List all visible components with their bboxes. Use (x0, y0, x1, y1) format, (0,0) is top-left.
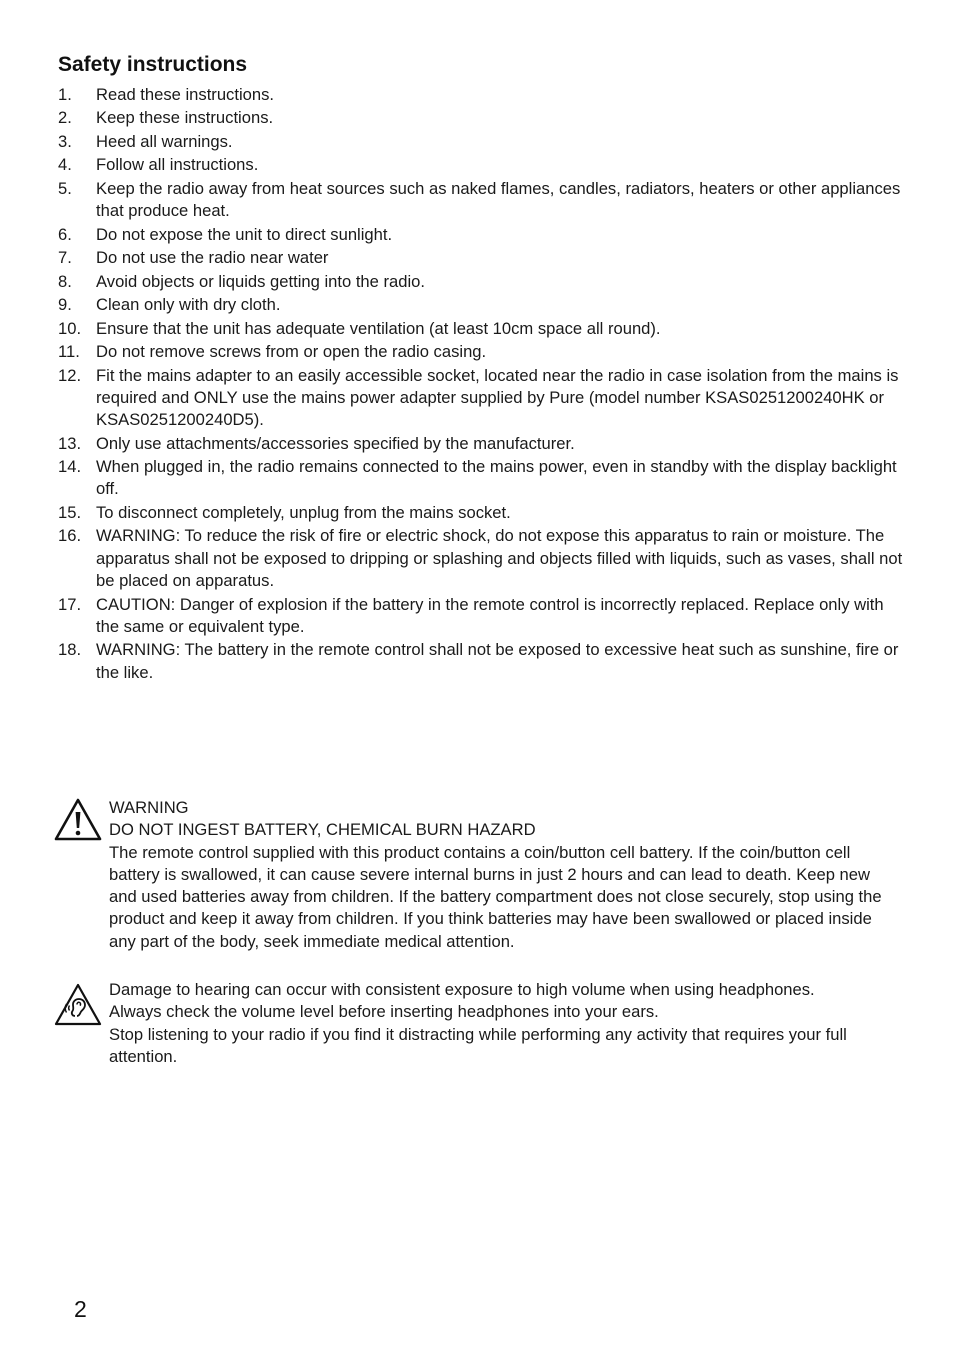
warning-body: The remote control supplied with this product contains a coin/button cell battery. If the coin/button cell battery is swallowed, it can cause severe internal burns in just 2 hours and can lead to death. Keep new and used batteries away from children. If the battery compartment does not close securely, stop using the product and keep it away from children. If you think batteries may have been swallowed or placed inside any part of the body, seek immediate medical attention. (109, 842, 882, 951)
item-number: 14. (58, 457, 82, 477)
list-item (58, 131, 908, 153)
list-item (58, 525, 908, 592)
item-number: 12. (58, 365, 82, 385)
item-number: 7. (58, 248, 72, 268)
list-item (58, 433, 908, 455)
list-item (58, 639, 908, 684)
item-number: 1. (58, 85, 72, 104)
item-number: 13. (58, 433, 82, 453)
item-number: 2. (58, 108, 72, 128)
item-text: When plugged in, the radio remains connected to the mains power, even in standby with the display backlight off. (96, 457, 897, 499)
list-item (58, 365, 908, 432)
hearing-line-3: Stop listening to your radio if you find it distracting while performing any activity that requires your full attention. (109, 1024, 847, 1066)
list-item (58, 107, 908, 129)
page-number: 2 (74, 1296, 87, 1322)
list-item (58, 271, 908, 293)
item-text: Do not remove screws from or open the radio casing. (96, 342, 487, 362)
list-item (58, 456, 908, 501)
hearing-warning-block (54, 979, 900, 1068)
hearing-damage-icon (54, 982, 102, 1034)
item-text: Do not use the radio near water (96, 248, 329, 268)
item-text: Fit the mains adapter to an easily accessible socket, located near the radio in case isolation from the mains is required and ONLY use the mains power adapter supplied by Pure (model number KSAS0251200240HK or KSAS0251200240D5). (96, 365, 899, 430)
item-text: Ensure that the unit has adequate ventilation (at least 10cm space all round). (96, 318, 661, 338)
item-text: Read these instructions. (96, 85, 275, 104)
item-number: 3. (58, 131, 72, 151)
item-number: 17. (58, 594, 82, 614)
item-number: 6. (58, 224, 72, 244)
hearing-line-2: Always check the volume level before inserting headphones into your ears. (109, 1002, 659, 1022)
warning-triangle-icon (54, 797, 102, 849)
item-text: WARNING: The battery in the remote control shall not be exposed to excessive heat such as sunshine, fire or the like. (96, 640, 899, 682)
item-text: To disconnect completely, unplug from the mains socket. (96, 502, 511, 522)
hearing-line-1: Damage to hearing can occur with consistent exposure to high volume when using headphones. (109, 980, 815, 999)
list-item (58, 178, 908, 223)
item-number: 11. (58, 342, 80, 362)
list-item (58, 594, 908, 639)
item-text: CAUTION: Danger of explosion if the battery in the remote control is incorrectly replaced. Replace only with the same or equivalent type. (96, 594, 884, 636)
item-number: 16. (58, 526, 82, 546)
item-number: 4. (58, 155, 72, 175)
item-number: 18. (58, 640, 82, 660)
list-item (58, 154, 908, 176)
item-text: Only use attachments/accessories specified by the manufacturer. (96, 433, 575, 453)
list-item (58, 502, 908, 524)
warning-subheading: DO NOT INGEST BATTERY, CHEMICAL BURN HAZARD (109, 820, 536, 840)
item-text: Keep the radio away from heat sources such as naked flames, candles, radiators, heaters or other appliances that produce heat. (96, 178, 901, 221)
safety-instructions-list (58, 84, 908, 685)
item-number: 15. (58, 502, 82, 522)
item-number: 8. (58, 271, 72, 291)
list-item (58, 341, 908, 363)
item-text: Keep these instructions. (96, 108, 274, 128)
list-item (58, 318, 908, 340)
list-item (58, 294, 908, 316)
item-number: 10. (58, 318, 82, 338)
item-number: 5. (58, 178, 72, 198)
item-text: Heed all warnings. (96, 131, 233, 151)
item-text: Follow all instructions. (96, 155, 259, 175)
item-number: 9. (58, 295, 72, 315)
item-text: Do not expose the unit to direct sunlight. (96, 224, 393, 244)
section-title: Safety instructions (58, 53, 248, 76)
list-item (58, 224, 908, 246)
list-item (58, 84, 908, 106)
item-text: WARNING: To reduce the risk of fire or electric shock, do not expose this apparatus to rain or moisture. The apparatus shall not be exposed to dripping or splashing and objects filled with liquids, such as vases, shall not be placed on apparatus. (96, 526, 903, 591)
item-text: Clean only with dry cloth. (96, 295, 281, 315)
list-item (58, 247, 908, 269)
warning-heading: WARNING (109, 798, 189, 817)
battery-warning-block (54, 797, 900, 953)
item-text: Avoid objects or liquids getting into the radio. (96, 271, 426, 291)
